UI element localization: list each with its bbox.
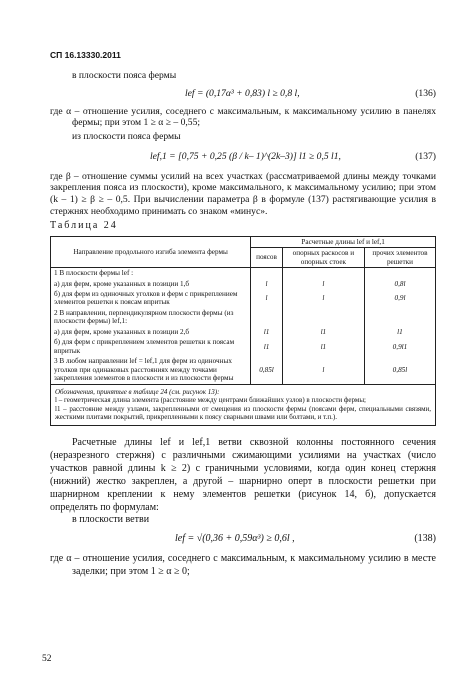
paragraph-alpha-clamp: где α – отношение усилия, соседнего с максимальным, к максимальному усилию в месте заделки; при этом 1 ≥ α ≥ 0; (50, 553, 436, 578)
paragraph-beta-definition: где β – отношение суммы усилий на всех участках (рассматриваемой длины между точками закрепления пояса из плоскости), кроме максимального, к максимальному усилию; при этом (k – 1) ≥ β ≥ – 0,5. При вычислении параметра β в формуле (137) растягивающие усилия в стержнях необходимо принимать со знаком «минус». (50, 170, 436, 217)
table-row: 1 В плоскости фермы lef : (51, 268, 436, 279)
equation-138 (50, 533, 436, 545)
col-header-direction: Направление продольного изгиба элемента фермы (51, 236, 251, 267)
table-24 (50, 236, 436, 426)
paragraph-column-branch: Расчетные длины lef и lef,1 ветви сквозной колонны постоянного сечения (неразрезного стержня) с различными сжимающими усилиями на участках (число участков равной длины k ≥ 2) с граничными условиями, когда один конец стержня (нижний) жестко закреплен, а другой – шарнирно оперт в плоскости решетки при шарнирном креплении к нему элементов решетки (рисунок 14, б), допускается определять по формулам: (50, 436, 436, 513)
equation-136 (50, 88, 436, 100)
paragraph-alpha-definition: где α – отношение усилия, соседнего с максимальным, к максимальному усилию в панелях фермы; при этом 1 ≥ α ≥ – 0,55; (50, 105, 436, 129)
table-row: 3 В любом направлении lef = lef,1 для ферм из одиночных уголков при одинаковых расстояниях между точками закрепления элементов в плоскости и из плоскости фермы 0,85l l 0,85l (51, 356, 436, 384)
table-notes (51, 384, 436, 425)
table-row: 2 В направлении, перпендикулярном плоскости фермы (из плоскости фермы) lef,1: (51, 308, 436, 327)
equation-138-number: (138) (414, 533, 436, 545)
notes-title: Обозначения, принятые в таблице 24 (см. рисунок 13): (55, 387, 220, 396)
col-header-chords: поясов (251, 248, 283, 268)
col-header-other-members: прочих элементов решетки (364, 248, 435, 268)
equation-138-formula: lef = √(0,36 + 0,59α³) ≥ 0,6l , (175, 533, 295, 545)
paragraph-in-branch-plane: в плоскости ветви (72, 513, 150, 525)
table-row: б) для ферм с прикреплением элементов решетки к поясам впритык l1 l1 0,9l1 (51, 337, 436, 356)
paragraph-out-of-plane: из плоскости пояса фермы (72, 131, 181, 143)
table-row: а) для ферм, кроме указанных в позиции 1,б l l 0,8l (51, 279, 436, 289)
equation-136-formula: lef = (0,17α³ + 0,83) l ≥ 0,8 l, (185, 88, 300, 100)
col-header-support-members: опорных раскосов и опорных стоек (282, 248, 364, 268)
paragraph-in-chord-plane: в плоскости пояса фермы (72, 70, 177, 82)
table-row: б) для ферм из одиночных уголков и ферм с прикреплением элементов решетки к поясам впритык l l 0,9l (51, 289, 436, 308)
note-l: l – геометрическая длина элемента (расстояние между центрами ближайших узлов) в плоскости фермы; (55, 396, 367, 405)
table-caption: Таблица 24 (50, 220, 118, 232)
table-row: а) для ферм, кроме указанных в позиции 2,б l1 l1 l1 (51, 327, 436, 337)
page-number: 52 (42, 654, 52, 664)
equation-136-number: (136) (415, 88, 436, 100)
equation-137 (50, 151, 436, 163)
note-l1: l1 – расстояние между узлами, закрепленными от смещения из плоскости фермы (поясами ферм, специальными связями, жесткими плитами покрытий, прикрепленными к поясу сварными швами или болтами, и т.п.). (55, 404, 431, 422)
equation-137-formula: lef,1 = [0,75 + 0,25 (β / k– 1)^(2k–3)] l1 ≥ 0,5 l1, (150, 150, 341, 162)
col-header-group: Расчетные длины lef и lef,1 (251, 236, 436, 247)
running-header: СП 16.13330.2011 (50, 50, 121, 60)
equation-137-number: (137) (415, 150, 436, 162)
